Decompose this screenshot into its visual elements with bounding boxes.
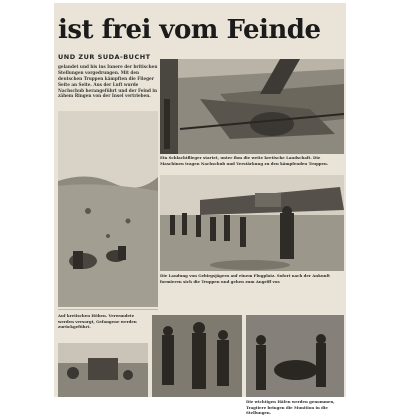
aircraft-caption: Ein Schlachtflieger startet, unter ihm die weite kretische Landschaft. Die Maschinen tragen Nachschub und Verstärkung zu den kämpfenden Truppen. (160, 155, 329, 166)
landscape-soldiers-photo (58, 111, 158, 307)
bottom-right-illustration (246, 315, 344, 397)
section-divider (58, 309, 158, 310)
intro-text: gelandet und bis ins Innere der britischen Stellungen vorgedrungen. Mit den deutschen Truppen kämpften die Flieger Seite an Seite. Aus der Luft wurde Nachschub herangeführt und der Feind in zähem Ringen von der Insel vertrieben. (58, 64, 158, 99)
headline: ist frei vom Feinde (58, 15, 321, 45)
bottom-left-illustration (58, 343, 148, 397)
bottom-left-caption: Auf kretischen Höhen. Verwundete werden versorgt, Gefangene werden zurückgeführt. (58, 313, 137, 330)
troops-landing-photo (160, 175, 344, 271)
magazine-page (54, 3, 346, 416)
aircraft-cockpit-photo (160, 59, 344, 154)
troops-caption: Die Landung von Gebirgsjägern auf einem Flugplatz. Sofort nach der Ankunft formieren sich die Truppen und gehen zum Angriff vor. (160, 273, 330, 284)
bottom-right-caption: Die wichtigen Häfen werden genommen, Tragtiere bringen die Munition in die Stellungen. (246, 399, 335, 416)
bottom-right-photo (246, 315, 344, 397)
subhead: UND ZUR SUDA-BUCHT (58, 53, 151, 61)
aircraft-cockpit-illustration (160, 59, 344, 154)
landscape-illustration (58, 111, 158, 307)
troops-illustration (160, 175, 344, 271)
bottom-left-photo (58, 343, 148, 397)
bottom-middle-photo (152, 315, 242, 397)
bottom-middle-illustration (152, 315, 242, 397)
